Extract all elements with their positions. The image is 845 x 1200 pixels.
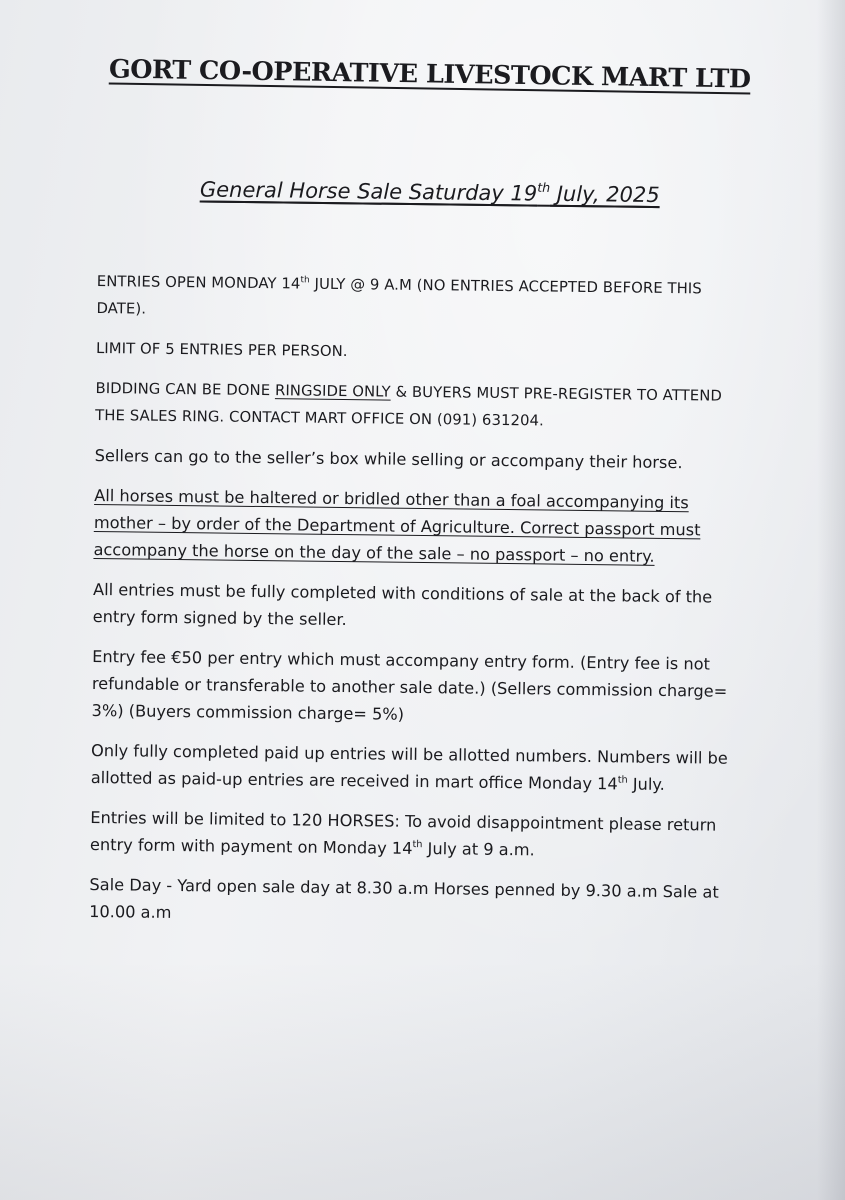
sale-day-paragraph: Sale Day - Yard open sale day at 8.30 a.m Horses penned by 9.30 a.m Sale at 10.00 a.m [89,874,719,922]
entry-completion-paragraph: All entries must be fully completed with conditions of sale at the back of the entry form signed by the seller. [92,579,713,630]
page-shadow [817,0,845,1200]
entry-limit-paragraph: LIMIT OF 5 ENTRIES PER PERSON. [95,339,348,361]
bidding-paragraph: BIDDING CAN BE DONE RINGSIDE ONLY & BUYERS MUST PRE-REGISTER TO ATTEND THE SALES RING. CONTACT MART OFFICE ON (091) 631204. [95,379,723,430]
notice-body [89,268,747,946]
entries-open-paragraph: ENTRIES OPEN MONDAY 14th JULY @ 9 A.M (NO ENTRIES ACCEPTED BEFORE THIS DATE). [96,272,702,318]
sellers-box-paragraph: Sellers can go to the seller’s box while selling or accompany their horse. [94,445,683,473]
entry-limit-horses-paragraph: Entries will be limited to 120 HORSES: To avoid disappointment please return entry form with payment on Monday 14th July at 9 a.m. [89,807,717,860]
ringside-only-text: RINGSIDE ONLY [274,382,391,401]
entry-fee-paragraph: Entry fee €50 per entry which must accompany entry form. (Entry fee is not refundable or transferable to another sale date.) (Sellers commission charge= 3%) (Buyers commission charge= 5%) [91,646,728,724]
halter-passport-paragraph: All horses must be haltered or bridled other than a foal accompanying its mother – by order of the Department of Agriculture. Correct passport must accompany the horse on the day of the sale – no passport – no entry. [93,485,701,566]
allotted-numbers-paragraph: Only fully completed paid up entries will be allotted numbers. Numbers will be allotted as paid-up entries are received in mart office Monday 14th July. [90,740,728,794]
subtitle-text: General Horse Sale Saturday 19th July, 2025 [199,177,660,208]
document-subtitle [80,176,780,209]
title-text: GORT CO-OPERATIVE LIVESTOCK MART LTD [108,54,751,95]
document-title [80,54,780,95]
